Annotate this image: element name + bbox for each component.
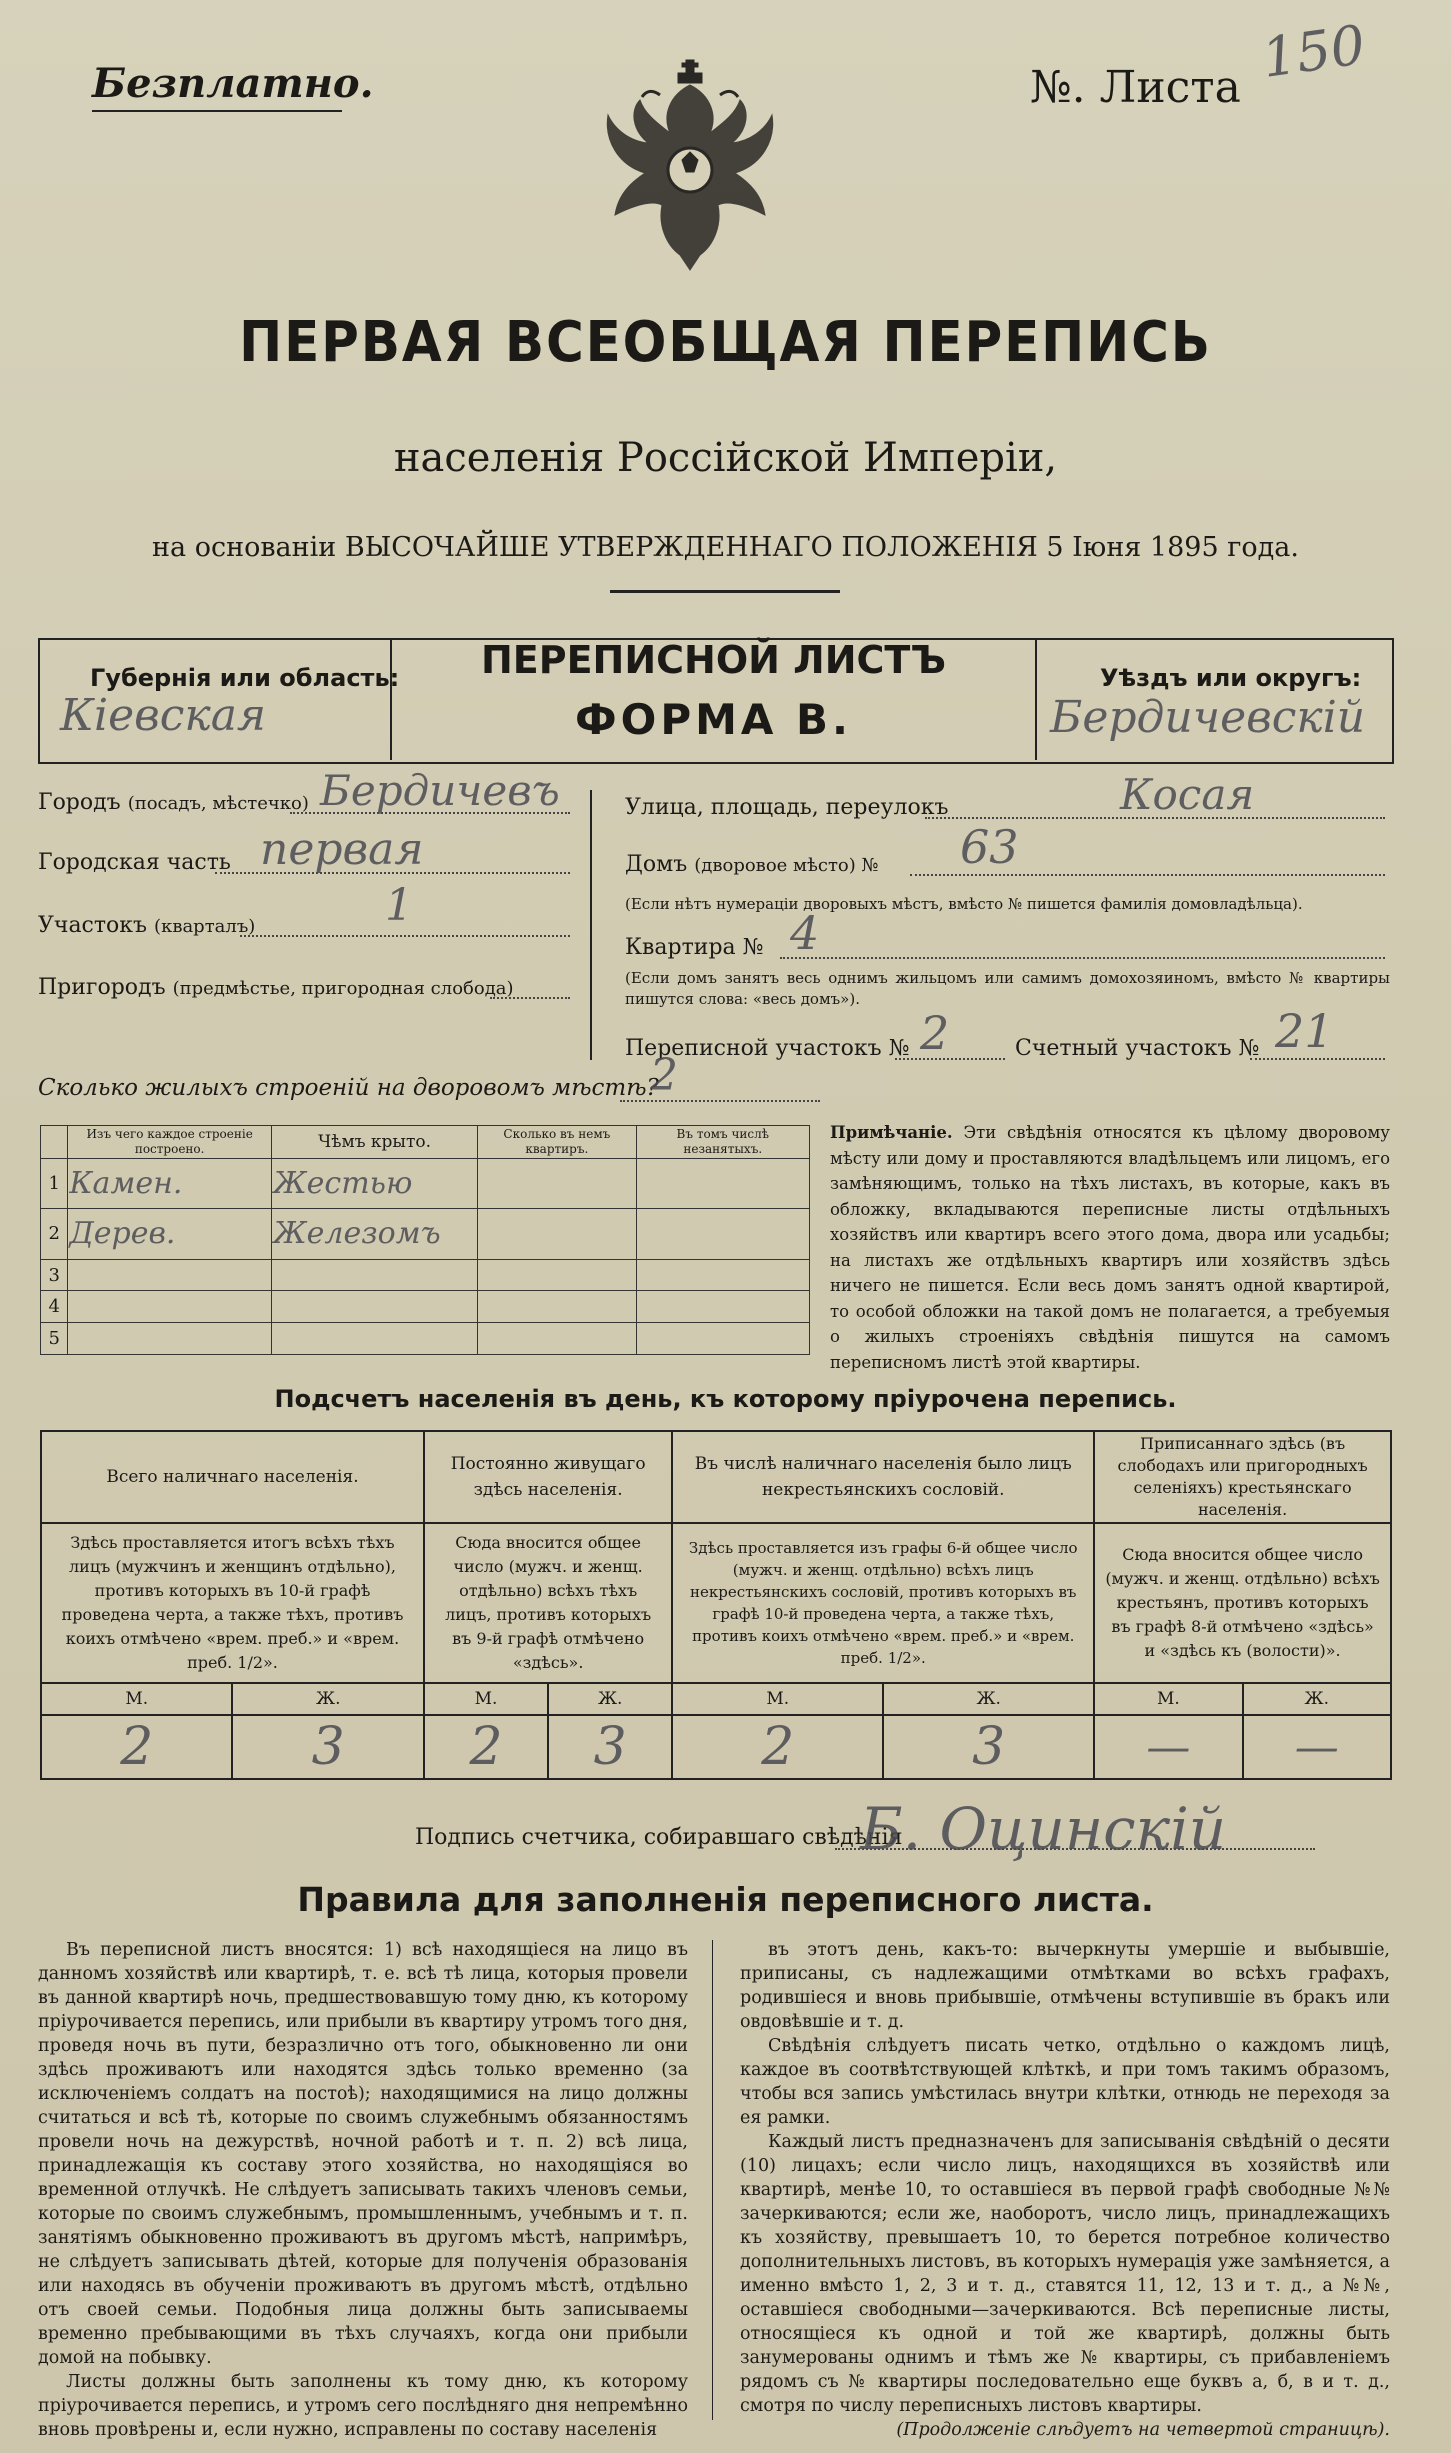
row-number: 3 — [41, 1259, 68, 1291]
census-head-total: Всего наличнаго населенія. — [41, 1431, 424, 1523]
apartment-label: Квартира № — [625, 935, 764, 960]
row-apartments — [478, 1209, 636, 1259]
county-value: Бердичевскій — [1050, 692, 1366, 743]
suburb-row — [38, 975, 514, 1000]
census-area-value: 2 — [920, 1006, 950, 1060]
row-roof — [271, 1323, 477, 1355]
row-vacant — [636, 1259, 809, 1291]
census-m-label: М. — [41, 1683, 232, 1715]
census-area-label: Переписной участокъ № — [625, 1036, 910, 1061]
house-row — [625, 852, 879, 877]
census-value-m: 2 — [424, 1715, 548, 1779]
city-label: Городъ — [38, 790, 121, 815]
census-value-m: 2 — [672, 1715, 883, 1779]
row-number: 2 — [41, 1209, 68, 1259]
sheet-number-hand: 150 — [1258, 13, 1369, 90]
rules-title: Правила для заполненія переписного листа. — [297, 1880, 1154, 1919]
basis-line: на основаніи ВЫСОЧАЙШЕ УТВЕРЖДЕННАГО ПОЛОЖЕНІЯ 5 Іюня 1895 года. — [152, 532, 1299, 563]
census-head-permanent: Постоянно живущаго здѣсь населенія. — [424, 1431, 672, 1523]
buildings-header-roof: Чѣмъ крыто. — [271, 1126, 477, 1159]
rules-column-left — [38, 1938, 688, 2442]
precinct-line — [240, 935, 570, 937]
row-vacant — [636, 1159, 809, 1209]
main-subtitle: населенія Россійской Имперіи, — [393, 435, 1058, 481]
buildings-header-apartments: Сколько въ немъ квартиръ. — [478, 1126, 636, 1159]
row-material — [68, 1259, 272, 1291]
row-material: Камен. — [68, 1159, 272, 1209]
apartment-line — [780, 957, 1385, 959]
row-number: 4 — [41, 1291, 68, 1323]
house-hint: (Если нѣтъ нумераціи дворовыхъ мѣстъ, вмѣсто № пишется фамилія домовладѣльца). — [625, 895, 1303, 913]
address-divider — [590, 790, 592, 1060]
row-apartments — [478, 1323, 636, 1355]
census-m-label: М. — [1094, 1683, 1242, 1715]
census-value-f: — — [1243, 1715, 1391, 1779]
census-head-non-peasant: Въ числѣ наличнаго населенія было лицъ некрестьянскихъ сословій. — [672, 1431, 1094, 1523]
rules-paragraph: Свѣдѣнія слѣдуетъ писать четко, отдѣльно о каждомъ лицѣ, каждое въ соотвѣтствующей клѣткѣ, и при томъ такимъ образомъ, чтобы вся запись умѣстилась внутри клѣтки, отнюдь не переходя за ея рамки. — [740, 2036, 1390, 2128]
house-value: 63 — [960, 820, 1019, 874]
suburb-line — [490, 997, 570, 999]
buildings-note-text: Эти свѣдѣнія относятся къ цѣлому дворовому мѣсту или дому и проставляются владѣльцемъ или лицомъ, его замѣняющимъ, только на тѣхъ листахъ, въ которые, какъ въ обложку, вкладываются переписные листы отдѣльныхъ хозяйствъ или квартиръ всего этого дома, двора или усадьбы; на листахъ же отдѣльныхъ квартиръ или хозяйствъ здѣсь ничего не пишется. Если весь домъ занятъ одной квартирой, то особой обложки на такой домъ не полагается, а требуемыя о жилыхъ строеніяхъ свѣдѣнія пишутся на самомъ переписномъ листѣ этой квартиры. — [830, 1123, 1390, 1372]
eagle-emblem-icon — [600, 55, 780, 285]
census-value-f: 3 — [232, 1715, 423, 1779]
buildings-table — [40, 1125, 810, 1355]
buildings-row — [41, 1159, 810, 1209]
row-vacant — [636, 1323, 809, 1355]
rules-paragraph: Каждый листъ предназначенъ для записыванія свѣдѣній о десяти (10) лицахъ; если число лицъ, находящихся въ хозяйствѣ или квартирѣ, менѣе 10, то оставшіеся въ первой графѣ свободные №№ зачеркиваются; если же, наоборотъ, число лицъ, принадлежащихъ къ хозяйству, превышаетъ 10, то берется потребное количество дополнительныхъ листовъ, въ которыхъ нумерація уже замѣняется, а именно вмѣсто 1, 2, 3 и т. д., ставятся 11, 12, 13 и т. д., а №№, оставшіеся свободными—зачеркиваются. Всѣ переписные листы, относящіеся къ одной и той же квартирѣ, должны быть занумерованы однимъ и тѣмъ же № квартиры, съ прибавленіемъ рядомъ съ № квартиры последовательно еще буквъ а, б, в и т. д., смотря по числу переписныхъ листовъ квартиры. — [740, 2132, 1390, 2416]
free-label: Безплатно. — [92, 60, 374, 107]
row-material — [68, 1323, 272, 1355]
census-value-m: 2 — [41, 1715, 232, 1779]
census-m-label: М. — [672, 1683, 883, 1715]
free-underline — [92, 110, 342, 112]
row-roof: Жестью — [271, 1159, 477, 1209]
precinct-row — [38, 913, 255, 938]
precinct-value: 1 — [385, 880, 413, 931]
suburb-note: (предмѣстье, пригородная слобода) — [172, 978, 514, 999]
signature-value: Б. Оцинскій — [860, 1795, 1227, 1863]
row-roof — [271, 1259, 477, 1291]
buildings-header-material: Изъ чего каждое строеніе построено. — [68, 1126, 272, 1159]
census-f-label: Ж. — [232, 1683, 423, 1715]
form-box-title: ПЕРЕПИСНОЙ ЛИСТЪ — [480, 638, 947, 682]
row-material — [68, 1291, 272, 1323]
census-area-line — [895, 1058, 1005, 1060]
buildings-question: Сколько жилыхъ строеній на дворовомъ мѣстѣ? — [38, 1075, 659, 1101]
rules-paragraph: въ этотъ день, какъ-то: вычеркнуты умершіе и выбывшіе, приписаны, съ надлежащими отмѣтками во всѣхъ графахъ, родившіеся и вновь прибывшіе, отмѣчены вступившіе въ бракъ или овдовѣвшіе и т. д. — [740, 1940, 1390, 2032]
census-title: Подсчетъ населенія въ день, къ которому пріурочена перепись. — [274, 1385, 1177, 1413]
city-row — [38, 790, 309, 815]
count-area-label: Счетный участокъ № — [1015, 1036, 1260, 1061]
district-label: Городская часть — [38, 850, 231, 875]
buildings-answer: 2 — [650, 1050, 678, 1101]
census-m-label: М. — [424, 1683, 548, 1715]
row-material: Дерев. — [68, 1209, 272, 1259]
census-value-m: — — [1094, 1715, 1242, 1779]
street-label: Улица, площадь, переулокъ — [625, 795, 949, 820]
city-note: (посадъ, мѣстечко) — [127, 793, 309, 814]
district-value: первая — [260, 824, 424, 875]
census-f-label: Ж. — [548, 1683, 672, 1715]
house-label: Домъ — [625, 852, 688, 877]
city-value: Бердичевъ — [320, 766, 560, 815]
province-value: Кіевская — [60, 690, 267, 741]
rules-divider — [712, 1940, 713, 2420]
row-roof — [271, 1291, 477, 1323]
row-vacant — [636, 1291, 809, 1323]
census-f-label: Ж. — [883, 1683, 1094, 1715]
census-table — [40, 1430, 1392, 1780]
census-desc-total: Здѣсь проставляется итогъ всѣхъ тѣхъ лицъ (мужчинъ и женщинъ отдѣльно), противъ которыхъ въ 10-й графѣ проведена черта, а также тѣхъ, противъ коихъ отмѣчено «врем. преб.» и «врем. преб. 1/2». — [41, 1523, 424, 1683]
rules-continued: (Продолженіе слѣдуетъ на четвертой страницѣ). — [896, 2420, 1390, 2440]
sheet-number-label: №. Листа — [1030, 62, 1241, 113]
buildings-row — [41, 1323, 810, 1355]
count-area-line — [1250, 1058, 1385, 1060]
census-desc-peasant: Сюда вносится общее число (мужч. и женщ. отдѣльно) всѣхъ крестьянъ, противъ которыхъ въ графѣ 8-й отмѣчено «здѣсь» и «здѣсь къ (волости)». — [1094, 1523, 1391, 1683]
header-divider — [610, 590, 840, 593]
buildings-note — [830, 1120, 1390, 1375]
form-box-form: ФОРМА В. — [574, 695, 853, 744]
form-box-divider-right — [1035, 640, 1037, 760]
buildings-row — [41, 1259, 810, 1291]
precinct-label: Участокъ — [38, 913, 148, 938]
house-note: (дворовое мѣсто) № — [694, 855, 879, 876]
rules-paragraph: Листы должны быть заполнены къ тому дню, къ которому пріурочивается перепись, и утромъ сего послѣдняго дня непремѣнно вновь провѣрены и, если нужно, исправлены по составу населенія — [38, 2372, 688, 2440]
suburb-label: Пригородъ — [38, 975, 166, 1000]
census-f-label: Ж. — [1243, 1683, 1391, 1715]
main-title: ПЕРВАЯ ВСЕОБЩАЯ ПЕРЕПИСЬ — [239, 310, 1212, 375]
census-head-peasant: Приписаннаго здѣсь (въ слободахъ или пригородныхъ селеніяхъ) крестьянскаго населенія. — [1094, 1431, 1391, 1523]
census-desc-permanent: Сюда вносится общее число (мужч. и женщ. отдѣльно) всѣхъ тѣхъ лицъ, противъ которыхъ въ 9-й графѣ отмѣчено «здѣсь». — [424, 1523, 672, 1683]
count-area-value: 21 — [1275, 1004, 1334, 1058]
row-number: 5 — [41, 1323, 68, 1355]
row-roof: Железомъ — [271, 1209, 477, 1259]
census-value-f: 3 — [548, 1715, 672, 1779]
apartment-hint: (Если домъ занятъ весь однимъ жильцомъ или самимъ домохозяиномъ, вмѣсто № квартиры пишутся слова: «весь домъ»). — [625, 969, 1390, 1008]
row-vacant — [636, 1209, 809, 1259]
street-value: Косая — [1120, 770, 1255, 819]
row-apartments — [478, 1259, 636, 1291]
row-apartments — [478, 1159, 636, 1209]
house-line — [910, 874, 1385, 876]
buildings-header-vacant: Въ томъ числѣ незанятыхъ. — [636, 1126, 809, 1159]
census-desc-non-peasant: Здѣсь проставляется изъ графы 6-й общее число (мужч. и женщ. отдѣльно) всѣхъ лицъ некрестьянскихъ сословій, противъ которыхъ въ графѣ 10-й проведена черта, а также тѣхъ, противъ коихъ отмѣчено «врем. преб.» и «врем. преб. 1/2». — [672, 1523, 1094, 1683]
province-label: Губернія или область: — [90, 664, 400, 692]
county-label: Уѣздъ или округъ: — [1100, 664, 1362, 692]
census-value-f: 3 — [883, 1715, 1094, 1779]
apartment-value: 4 — [790, 906, 820, 960]
signature-label: Подпись счетчика, собиравшаго свѣдѣнія — [415, 1825, 903, 1850]
buildings-row — [41, 1291, 810, 1323]
row-number: 1 — [41, 1159, 68, 1209]
precinct-note: (кварталъ) — [154, 916, 256, 937]
rules-paragraph: Въ переписной листъ вносятся: 1) всѣ находящіеся на лицо въ данномъ хозяйствѣ или квартирѣ, т. е. всѣ тѣ лица, которыя провели въ данной квартирѣ ночь, предшествовавшую тому дню, къ которому пріурочивается перепись, или прибыли въ квартиру утромъ того дня, проведя ночь въ пути, безразлично отъ того, обыкновенно ли они здѣсь проживаютъ или находятся здѣсь только временно (за исключеніемъ солдатъ на постоѣ); находящимися на лицо должны считаться и всѣ тѣ, которые по своимъ служебнымъ обязанностямъ провели ночь на дежурствѣ, ночной работѣ и т. п. 2) всѣ лица, принадлежащія къ составу этого хозяйства, но находящіяся во временной отлучкѣ. Не слѣдуетъ записывать такихъ членовъ семьи, которые по своимъ служебнымъ, промышленнымъ, учебнымъ и т. п. занятіямъ обыкновенно проживаютъ въ другомъ мѣстѣ, напримѣръ, не слѣдуетъ записывать дѣтей, которые для полученія образованія или находясь въ обученіи проживаютъ въ другомъ мѣстѣ, отдѣльно отъ своей семьи. Подобныя лица должны быть записываемы временно пребывающими въ тѣхъ случаяхъ, когда они прибыли домой на побывку. — [38, 1940, 688, 2368]
buildings-row — [41, 1209, 810, 1259]
row-apartments — [478, 1291, 636, 1323]
buildings-note-head: Примѣчаніе. — [830, 1123, 953, 1142]
rules-column-right — [740, 1938, 1390, 2442]
